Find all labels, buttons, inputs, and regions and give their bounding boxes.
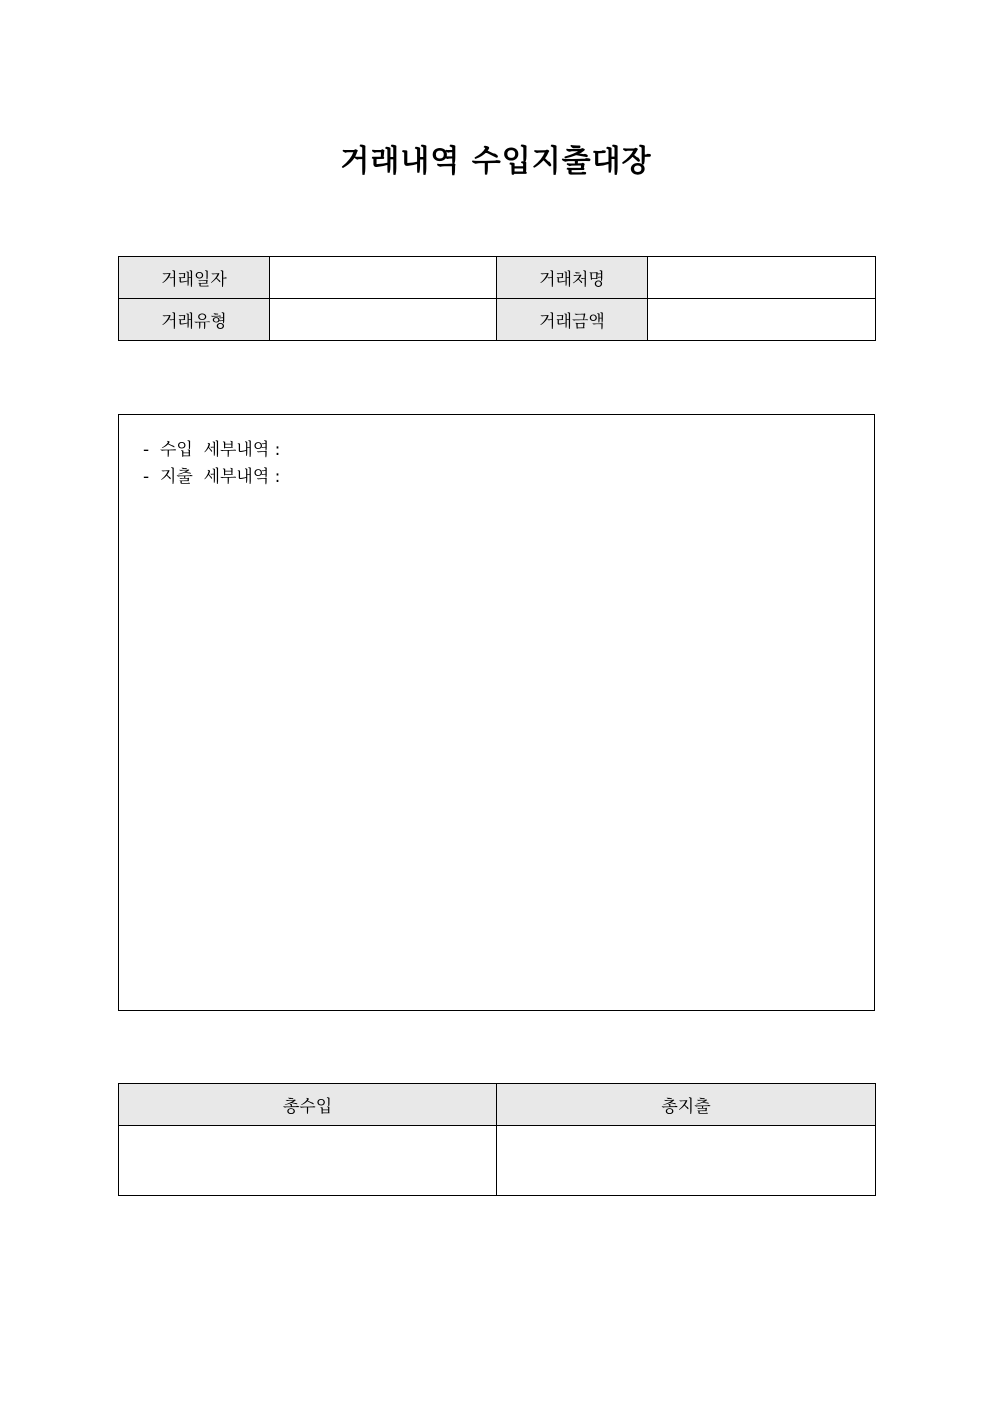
income-details-line: - 수입 세부내역 : (143, 440, 281, 460)
details-box[interactable] (118, 414, 875, 1011)
date-label: 거래일자 (119, 257, 270, 299)
table-row (119, 1126, 876, 1196)
table-row (119, 257, 876, 299)
total-income-label: 총수입 (119, 1084, 497, 1126)
table-row (119, 1084, 876, 1126)
type-field[interactable] (270, 299, 497, 341)
type-label: 거래유형 (119, 299, 270, 341)
date-field[interactable] (270, 257, 497, 299)
transaction-info-table (118, 256, 876, 341)
expense-details-line: - 지출 세부내역 : (143, 467, 281, 487)
page-title: 거래내역 수입지출대장 (340, 144, 652, 179)
totals-table (118, 1083, 876, 1196)
total-expense-field[interactable] (497, 1126, 876, 1196)
partner-field[interactable] (648, 257, 876, 299)
amount-field[interactable] (648, 299, 876, 341)
total-income-field[interactable] (119, 1126, 497, 1196)
partner-label: 거래처명 (497, 257, 648, 299)
amount-label: 거래금액 (497, 299, 648, 341)
total-expense-label: 총지출 (497, 1084, 876, 1126)
table-row (119, 299, 876, 341)
